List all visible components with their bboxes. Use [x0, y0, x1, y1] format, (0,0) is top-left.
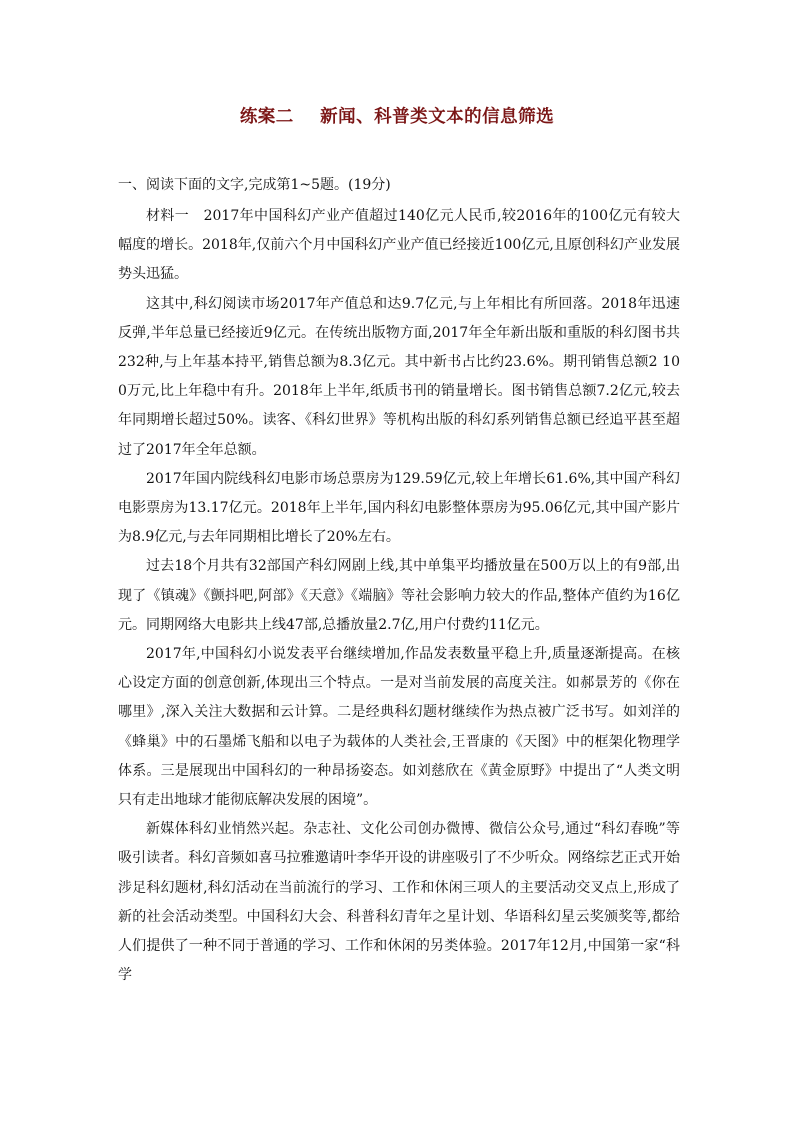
page-title: 练案二 新闻、科普类文本的信息筛选	[239, 107, 555, 127]
paragraph-3: 2017年国内院线科幻电影市场总票房为129.59亿元,较上年增长61.6%,其中国产科幻电影票房为13.17亿元。2018年上半年,国内科幻电影整体票房为95.06亿元,其中国产影片为8.9亿元,与去年同期相比增长了20%左右。	[118, 470, 680, 546]
paragraph-5: 2017年,中国科幻小说发表平台继续增加,作品发表数量平稳上升,质量逐渐提高。在核心设定方面的创意创新,体现出三个特点。一是对当前发展的高度关注。如郝景芳的《你在哪里》,深入关注大数据和云计算。二是经典科幻题材继续作为热点被广泛书写。如刘洋的《蜂巢》中的石墨烯飞船和以电子为载体的人类社会,王晋康的《天图》中的框架化物理学体系。三是展现出中国科幻的一种昂扬姿态。如刘慈欣在《黄金原野》中提出了“人类文明只有走出地球才能彻底解决发展的困境”。	[118, 646, 680, 809]
question-heading: 一、阅读下面的文字,完成第1~5题。(19分)	[118, 177, 391, 193]
article-body	[118, 202, 680, 990]
paragraph-6: 新媒体科幻业悄然兴起。杂志社、文化公司创办微博、微信公众号,通过“科幻春晚”等吸引读者。科幻音频如喜马拉雅邀请叶李华开设的讲座吸引了不少听众。网络综艺正式开始涉足科幻题材,科幻活动在当前流行的学习、工作和休闲三项人的主要活动交叉点上,形成了新的社会活动类型。中国科幻大会、科普科幻青年之星计划、华语科幻星云奖颁奖等,都给人们提供了一种不同于普通的学习、工作和休闲的另类体验。2017年12月,中国第一家“科学	[118, 821, 680, 984]
paragraph-1: 材料一 2017年中国科幻产业产值超过140亿元人民币,较2016年的100亿元有较大幅度的增长。2018年,仅前六个月中国科幻产业产值已经接近100亿元,且原创科幻产业发展势头迅猛。	[118, 208, 680, 283]
paragraph-4: 过去18个月共有32部国产科幻网剧上线,其中单集平均播放量在500万以上的有9部,出现了《镇魂》《颤抖吧,阿部》《天意》《端脑》等社会影响力较大的作品,整体产值约为16亿元。同期网络大电影共上线47部,总播放量2.7亿,用户付费约11亿元。	[118, 558, 680, 633]
paragraph-2: 这其中,科幻阅读市场2017年产值总和达9.7亿元,与上年相比有所回落。2018年迅速反弹,半年总量已经接近9亿元。在传统出版物方面,2017年全年新出版和重版的科幻图书共232种,与上年基本持平,销售总额为8.3亿元。其中新书占比约23.6%。期刊销售总额2 100万元,比上年稳中有升。2018年上半年,纸质书刊的销量增长。图书销售总额7.2亿元,较去年同期增长超过50%。读客、《科幻世界》等机构出版的科幻系列销售总额已经追平甚至超过了2017年全年总额。	[118, 295, 680, 458]
